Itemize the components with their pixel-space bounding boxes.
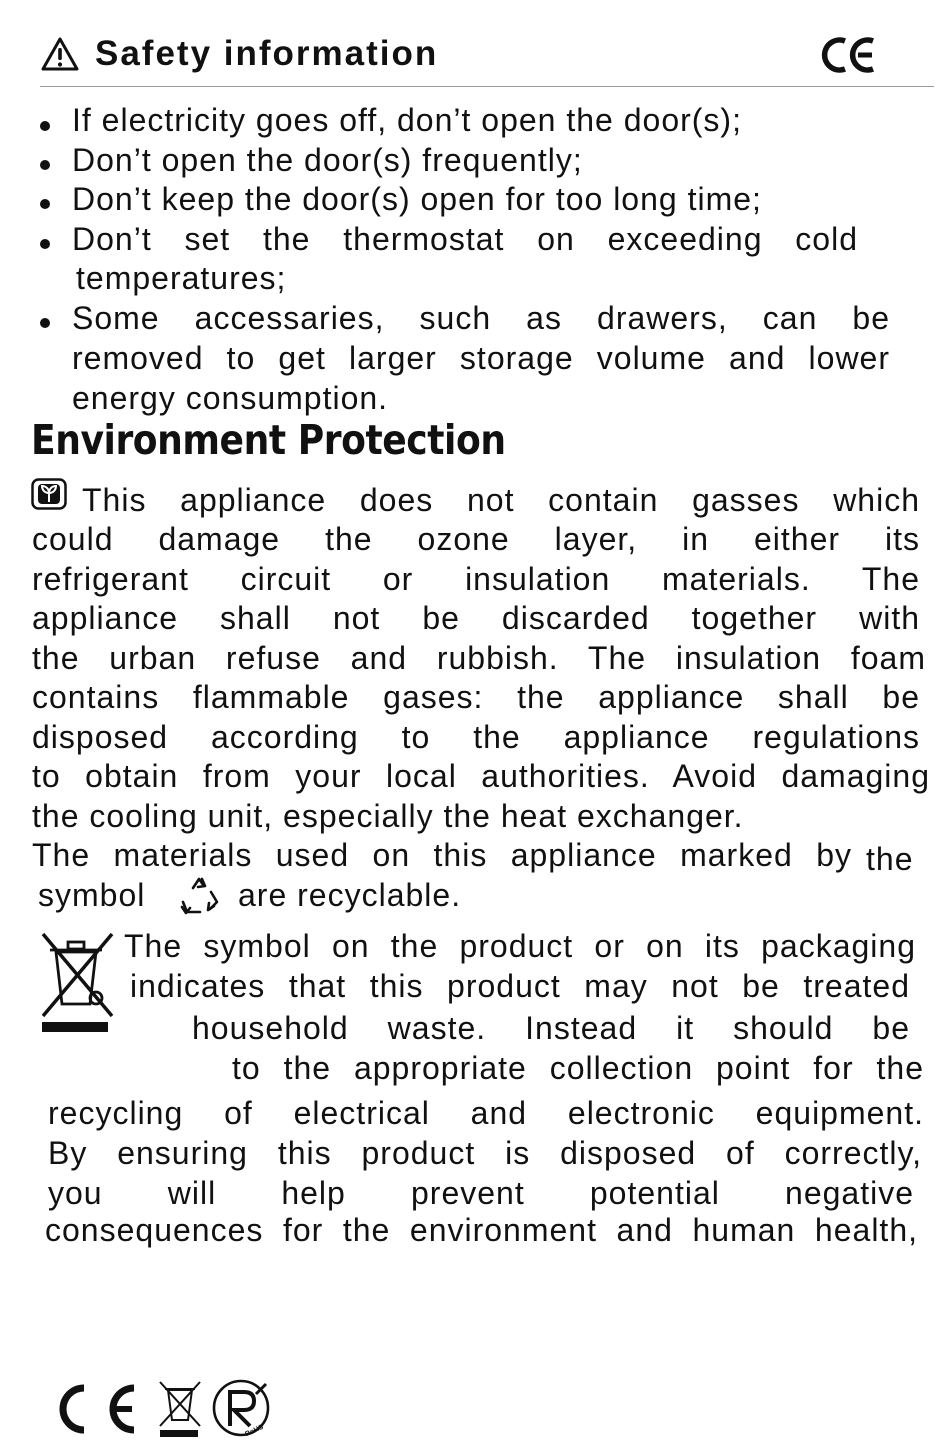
recycle-line-2-end: are recyclable. bbox=[238, 877, 462, 913]
env-paragraph-line-9: the cooling unit, especially the heat exchanger. bbox=[32, 798, 744, 834]
safety-item-1: If electricity goes off, don’t open the door(s); bbox=[72, 102, 742, 138]
recycle-line-1-end: the bbox=[866, 841, 914, 877]
svg-text:RoHS: RoHS bbox=[244, 1423, 265, 1439]
section-header bbox=[40, 30, 934, 87]
certification-marks bbox=[58, 1378, 288, 1440]
crossed-bin-icon bbox=[160, 1382, 200, 1436]
recycle-line-1: The materials used on this appliance marked by bbox=[32, 837, 852, 873]
weee-line-1: The symbol on the product or on its packaging bbox=[124, 928, 916, 964]
env-paragraph-line-2: could damage the ozone layer, in either its bbox=[32, 521, 920, 557]
page-title: Safety information bbox=[95, 34, 439, 73]
section-title-environment: Environment Protection bbox=[31, 416, 506, 464]
env-paragraph-line-1: This appliance does not contain gasses which bbox=[82, 482, 920, 518]
env-paragraph-line-8: to obtain from your local authorities. Avoid damaging bbox=[32, 758, 930, 794]
bullet-dot bbox=[40, 318, 50, 328]
recycle-icon bbox=[178, 874, 222, 918]
safety-item-5-line-3: energy consumption. bbox=[72, 380, 389, 416]
weee-line-4: to the appropriate collection point for the bbox=[232, 1050, 924, 1086]
weee-line-8: consequences for the environment and human health, bbox=[45, 1212, 918, 1248]
bullet-dot bbox=[40, 199, 50, 209]
bullet-dot bbox=[40, 239, 50, 249]
weee-line-5: recycling of electrical and electronic equipment. bbox=[48, 1095, 924, 1131]
safety-item-3: Don’t keep the door(s) open for too long time; bbox=[72, 181, 762, 217]
warning-triangle-icon bbox=[40, 36, 80, 72]
eco-flower-icon bbox=[31, 478, 67, 510]
rohs-icon bbox=[214, 1381, 268, 1438]
env-paragraph-line-3: refrigerant circuit or insulation materials. The bbox=[32, 561, 920, 597]
safety-item-4-line-1: Don’t set the thermostat on exceeding cold bbox=[72, 221, 858, 257]
bullet-dot bbox=[40, 121, 50, 131]
bullet-dot bbox=[40, 160, 50, 170]
crossed-bin-icon bbox=[38, 930, 116, 1034]
weee-line-6: By ensuring this product is disposed of correctly, bbox=[48, 1135, 922, 1171]
ce-mark-icon bbox=[63, 1388, 134, 1430]
safety-item-5-line-1: Some accessaries, such as drawers, can be bbox=[72, 300, 890, 336]
env-paragraph-line-7: disposed according to the appliance regulations bbox=[32, 719, 920, 755]
weee-line-2: indicates that this product may not be treated bbox=[130, 968, 910, 1004]
safety-item-4-line-2: temperatures; bbox=[76, 260, 287, 296]
weee-line-3: household waste. Instead it should be bbox=[192, 1010, 910, 1046]
weee-line-7: you will help prevent potential negative bbox=[48, 1175, 914, 1211]
recycle-line-2-start: symbol bbox=[38, 877, 146, 913]
env-paragraph-line-4: appliance shall not be discarded together with bbox=[32, 600, 920, 636]
safety-item-5-line-2: removed to get larger storage volume and lower bbox=[72, 340, 890, 376]
env-paragraph-line-5: the urban refuse and rubbish. The insulation foam bbox=[32, 640, 926, 676]
env-paragraph-line-6: contains flammable gases: the appliance shall be bbox=[32, 679, 920, 715]
ce-mark-icon bbox=[821, 34, 879, 76]
safety-item-2: Don’t open the door(s) frequently; bbox=[72, 142, 583, 178]
